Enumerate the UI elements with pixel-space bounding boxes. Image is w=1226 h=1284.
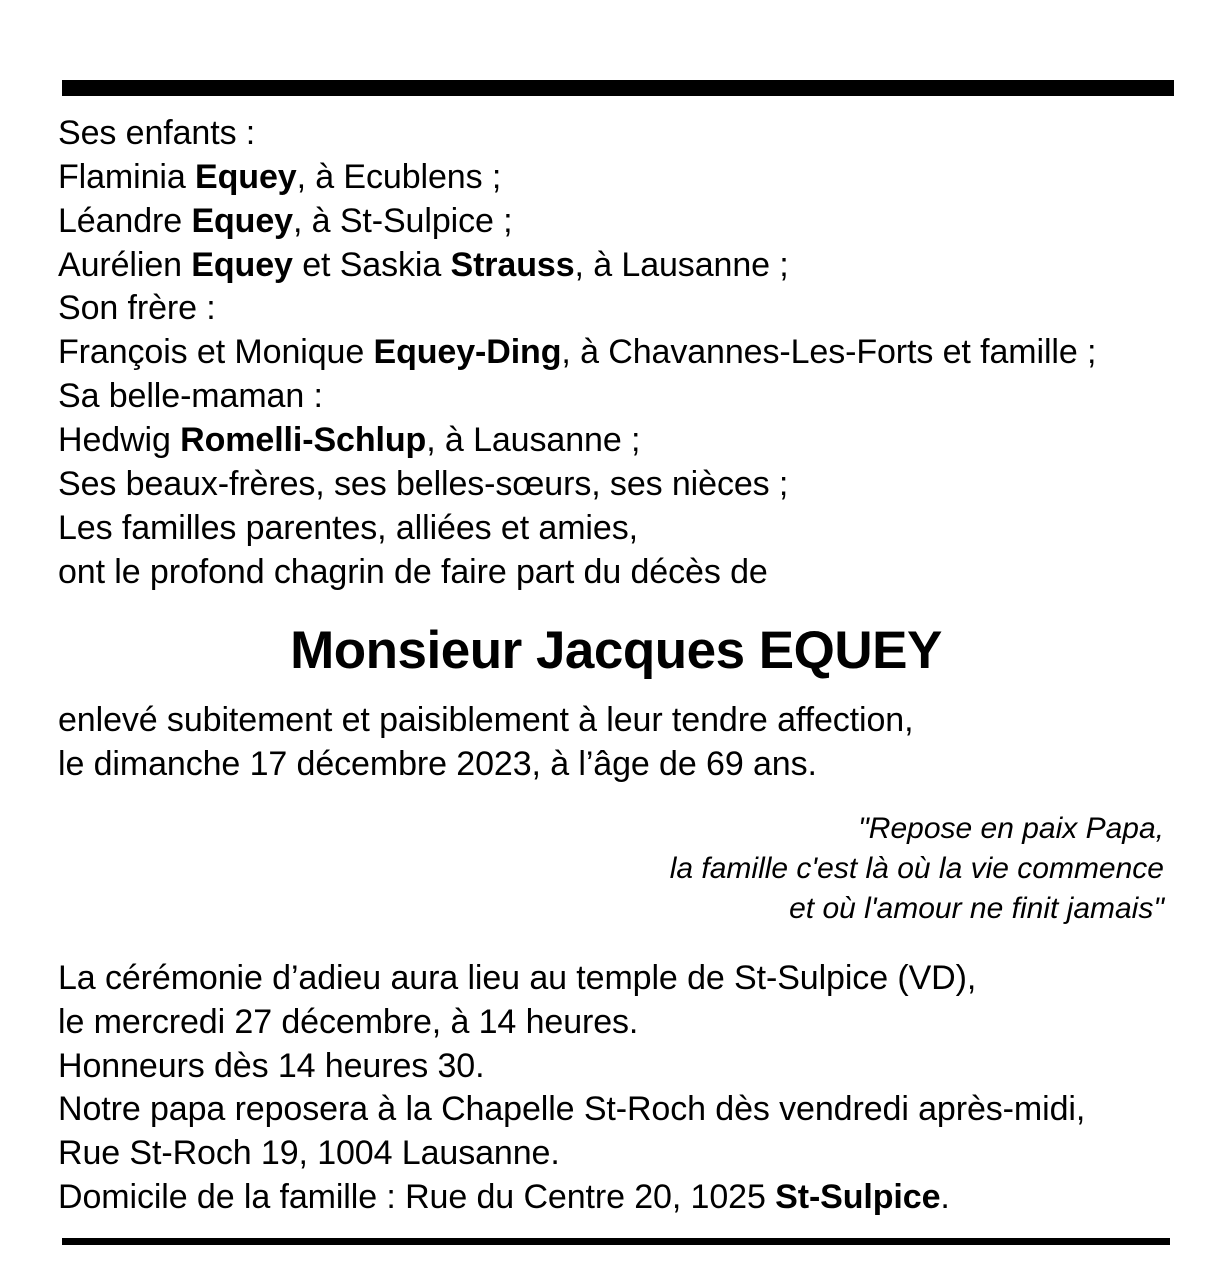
- name-emphasis: Equey: [195, 157, 297, 196]
- text-segment: Honneurs dès 14 heures 30.: [58, 1046, 485, 1085]
- text-line: [58, 1045, 1174, 1089]
- text-segment: Les familles parentes, alliées et amies,: [58, 508, 638, 547]
- text-segment: et Saskia: [292, 245, 451, 284]
- text-line: [58, 156, 1174, 200]
- text-line: [58, 331, 1174, 375]
- name-emphasis: Equey-Ding: [373, 333, 562, 372]
- text-segment: le mercredi 27 décembre, à 14 heures.: [58, 1002, 639, 1041]
- text-segment: Léandre: [58, 201, 192, 240]
- top-divider: [62, 80, 1174, 96]
- text-segment: Aurélien: [58, 245, 192, 284]
- name-emphasis: Romelli-Schlup: [180, 421, 427, 460]
- text-line: [58, 244, 1174, 288]
- quote-line: et où l'amour ne finit jamais": [789, 891, 1164, 925]
- text-segment: , à Chavannes-Les-Forts et famille ;: [561, 333, 1097, 372]
- text-line: [58, 1176, 1174, 1220]
- memorial-quote: [58, 809, 1164, 929]
- text-segment: La cérémonie d’adieu aura lieu au temple de St-Sulpice (VD),: [58, 958, 977, 997]
- name-emphasis: St-Sulpice: [775, 1178, 941, 1217]
- text-line: [58, 957, 1174, 1001]
- ceremony-details-block: [58, 957, 1174, 1220]
- text-segment: enlevé subitement et paisiblement à leur tendre affection,: [58, 701, 914, 740]
- text-line: [58, 1132, 1174, 1176]
- text-segment: , à Ecublens ;: [296, 157, 502, 196]
- text-segment: Notre papa reposera à la Chapelle St-Roch dès vendredi après-midi,: [58, 1090, 1086, 1129]
- family-announcement-block: [58, 112, 1174, 594]
- text-segment: Son frère :: [58, 289, 216, 328]
- quote-line: la famille c'est là où la vie commence: [669, 852, 1164, 886]
- text-line: [58, 287, 1174, 331]
- name-emphasis: Equey: [191, 201, 293, 240]
- text-line: [58, 200, 1174, 244]
- quote-line: "Repose en paix Papa,: [858, 812, 1164, 846]
- name-emphasis: Strauss: [450, 245, 575, 284]
- text-segment: Ses beaux-frères, ses belles-sœurs, ses nièces ;: [58, 464, 789, 503]
- text-segment: , à Lausanne ;: [426, 421, 641, 460]
- text-segment: Sa belle-maman :: [58, 377, 323, 416]
- text-segment: François et Monique: [58, 333, 374, 372]
- text-line: [58, 1088, 1174, 1132]
- text-line: [58, 743, 1174, 787]
- text-segment: Ses enfants :: [58, 114, 256, 152]
- text-line: [58, 375, 1174, 419]
- text-segment: le dimanche 17 décembre 2023, à l’âge de 69 ans.: [58, 745, 817, 784]
- name-emphasis: Equey: [191, 245, 293, 284]
- text-segment: Domicile de la famille : Rue du Centre 20, 1025: [58, 1178, 776, 1217]
- text-segment: ont le profond chagrin de faire part du décès de: [58, 552, 768, 591]
- bottom-divider: [62, 1238, 1170, 1245]
- text-segment: , à St-Sulpice ;: [292, 201, 513, 240]
- text-segment: Flaminia: [58, 157, 196, 196]
- text-line: [58, 112, 1174, 156]
- text-line: [58, 507, 1174, 551]
- text-line: [58, 699, 1174, 743]
- text-line: [58, 1001, 1174, 1045]
- text-segment: Rue St-Roch 19, 1004 Lausanne.: [58, 1134, 560, 1173]
- text-line: [58, 551, 1174, 595]
- deceased-name: Monsieur Jacques EQUEY: [290, 621, 942, 681]
- death-details-block: [58, 699, 1174, 787]
- text-line: [58, 463, 1174, 507]
- text-segment: Hedwig: [58, 421, 181, 460]
- text-segment: , à Lausanne ;: [574, 245, 789, 284]
- text-line: [58, 419, 1174, 463]
- text-segment: .: [940, 1178, 950, 1217]
